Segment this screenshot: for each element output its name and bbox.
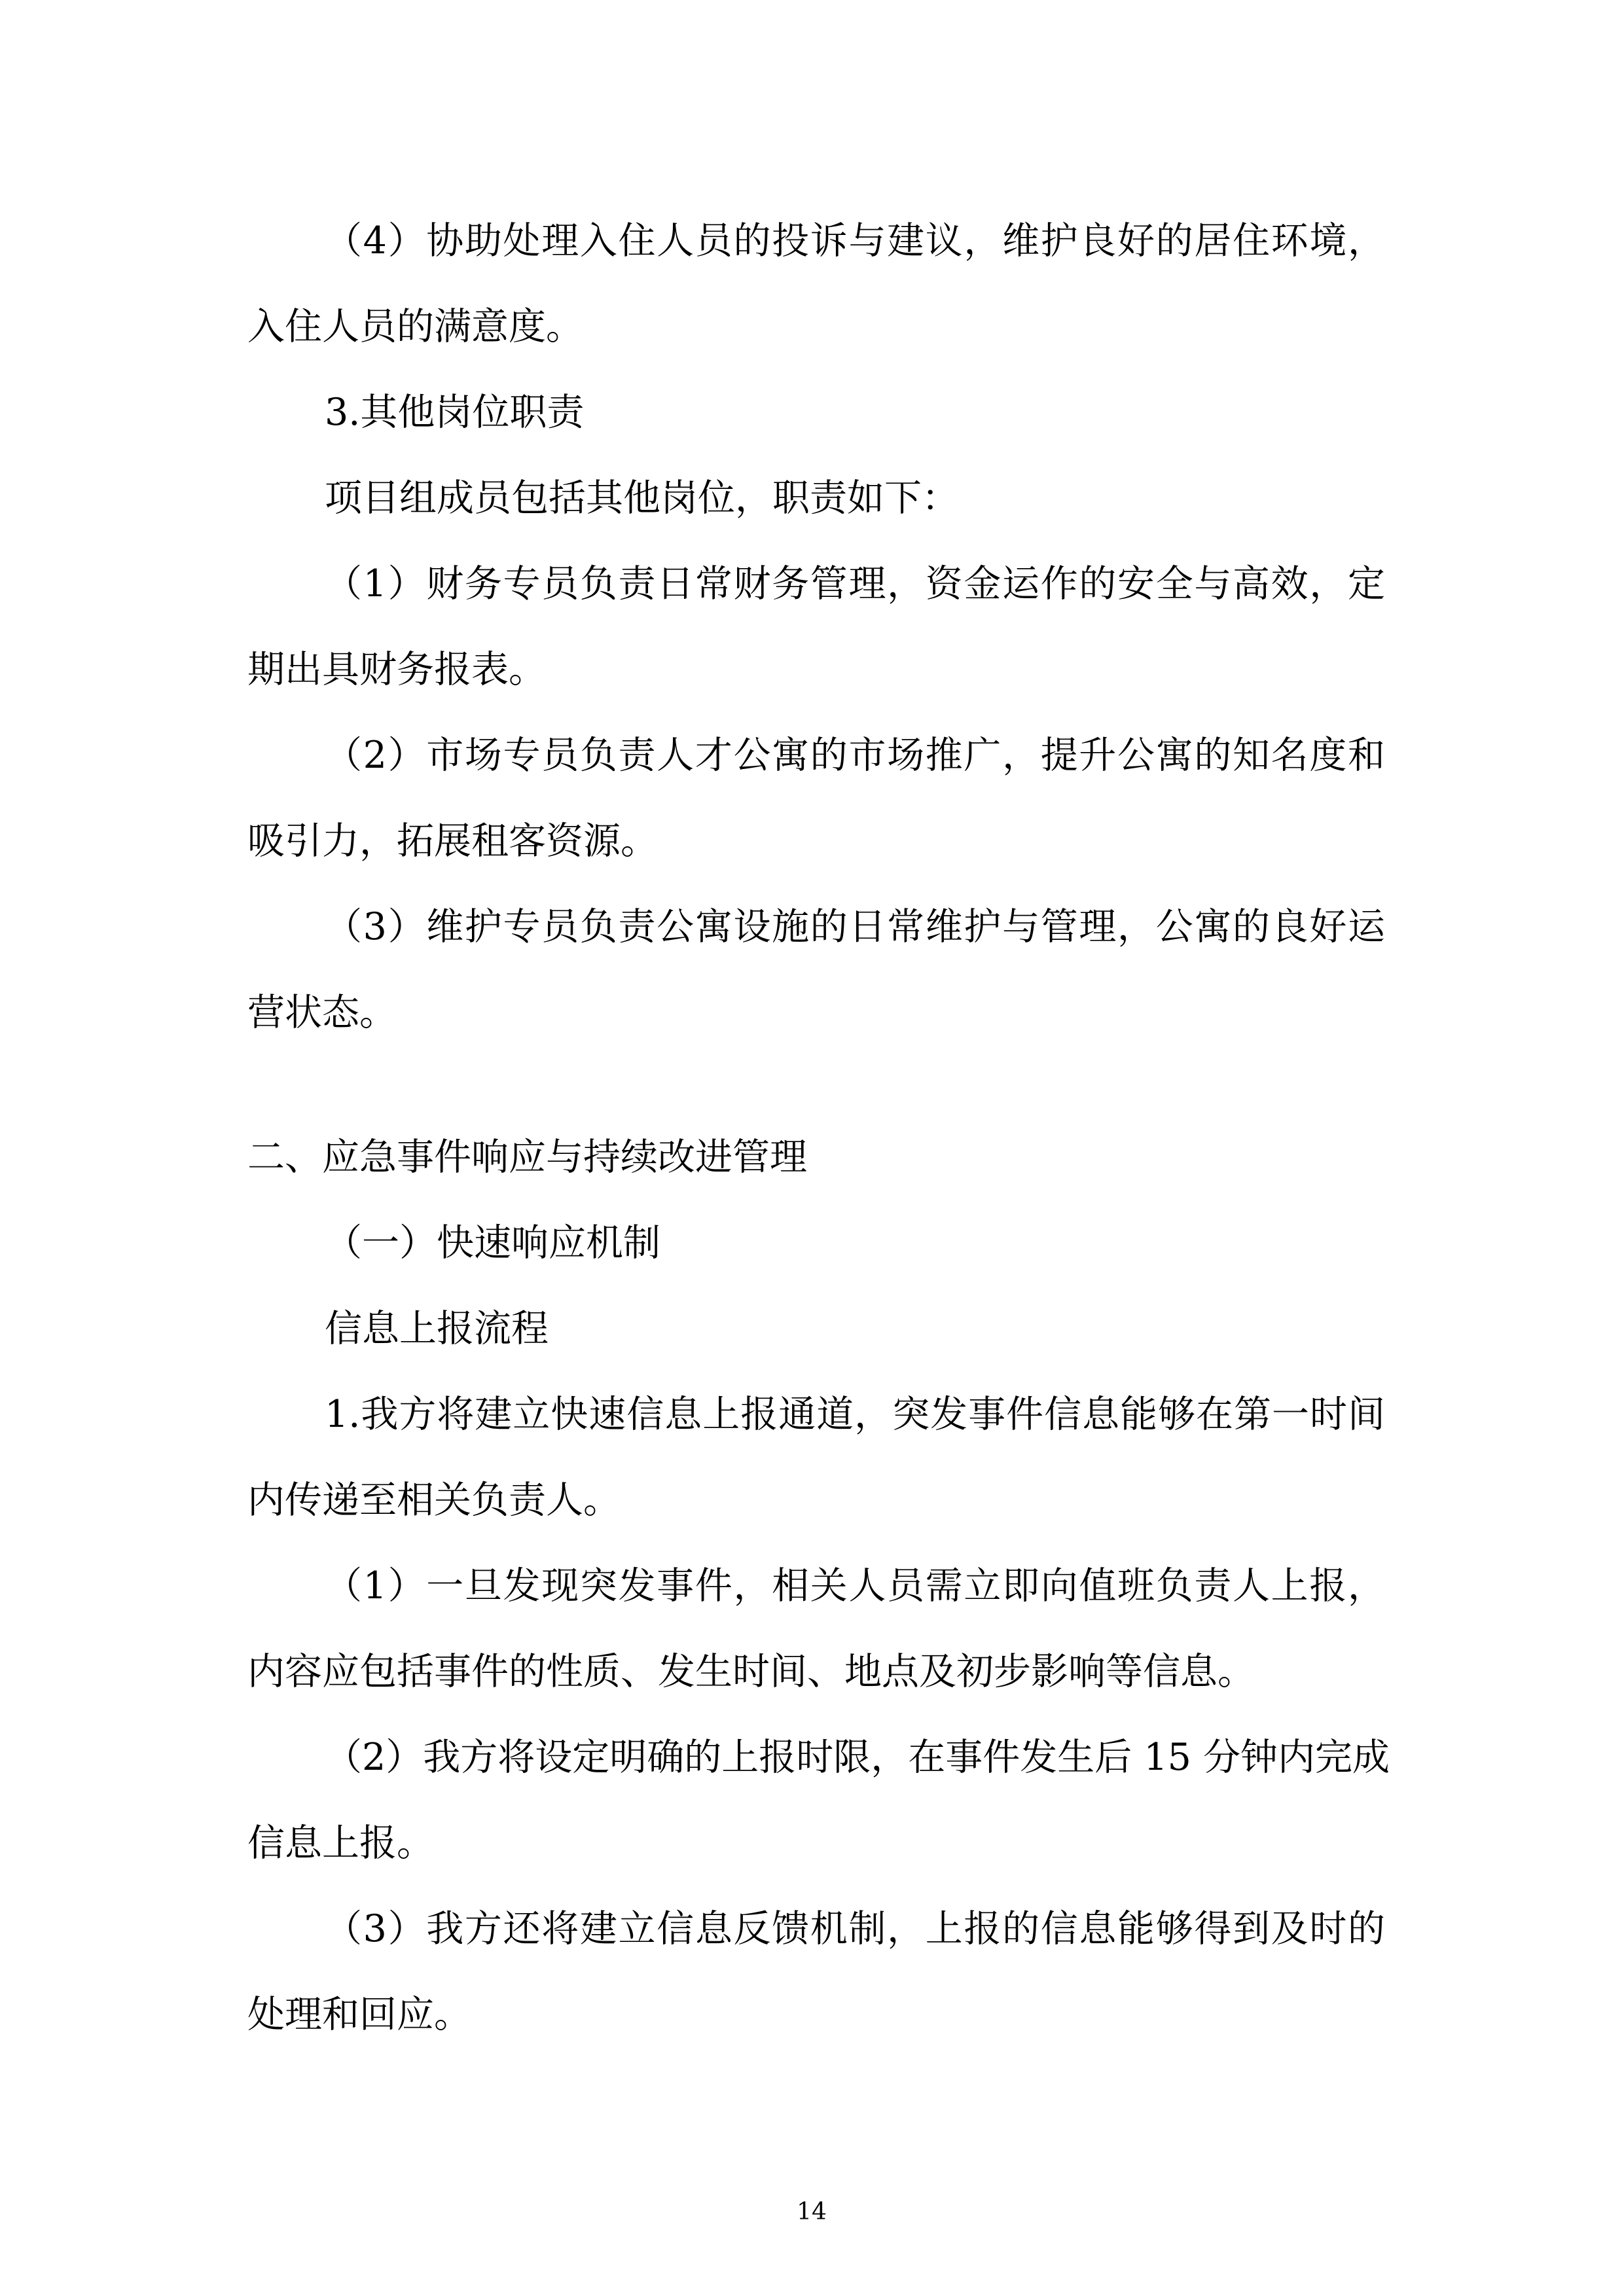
paragraph-text: （2）市场专员负责人才公寓的市场推广，提升公寓的知名度和 [325,734,1385,777]
paragraph-text: （1）财务专员负责日常财务管理，资金运作的安全与高效，定 [325,562,1385,605]
subsection-heading: 3.其他岗位职责 [325,391,585,434]
paragraph-text: （4）协助处理入住人员的投诉与建议，维护良好的居住环境， [325,219,1385,262]
subsection-heading: （一）快速响应机制 [325,1221,660,1265]
paragraph-text: 1.我方将建立快速信息上报通道，突发事件信息能够在第一时间 [325,1393,1385,1436]
paragraph-text: 内传递至相关负责人。 [247,1479,621,1522]
paragraph-text: （3）我方还将建立信息反馈机制，上报的信息能够得到及时的 [325,1907,1385,1950]
paragraph-text: 入住人员的满意度。 [247,305,583,348]
section-heading: 二、应急事件响应与持续改进管理 [247,1136,807,1179]
paragraph-text: 信息上报。 [247,1821,434,1865]
paragraph-text: 处理和回应。 [247,1993,471,2036]
paragraph-text: 吸引力，拓展租客资源。 [247,819,658,863]
paragraph-text: 期出具财务报表。 [247,648,546,691]
paragraph-text: （1）一旦发现突发事件，相关人员需立即向值班负责人上报， [325,1564,1385,1607]
paragraph-text: 营状态。 [247,991,397,1034]
paragraph-text: （3）维护专员负责公寓设施的日常维护与管理，公寓的良好运 [325,905,1385,948]
page-number: 14 [797,2198,827,2225]
paragraph-text: 内容应包括事件的性质、发生时间、地点及初步影响等信息。 [247,1650,1255,1693]
subsection-heading: 信息上报流程 [325,1307,549,1350]
paragraph-text: 项目组成员包括其他岗位，职责如下： [325,476,959,520]
paragraph-text: （2）我方将设定明确的上报时限，在事件发生后 15 分钟内完成 [325,1736,1390,1779]
